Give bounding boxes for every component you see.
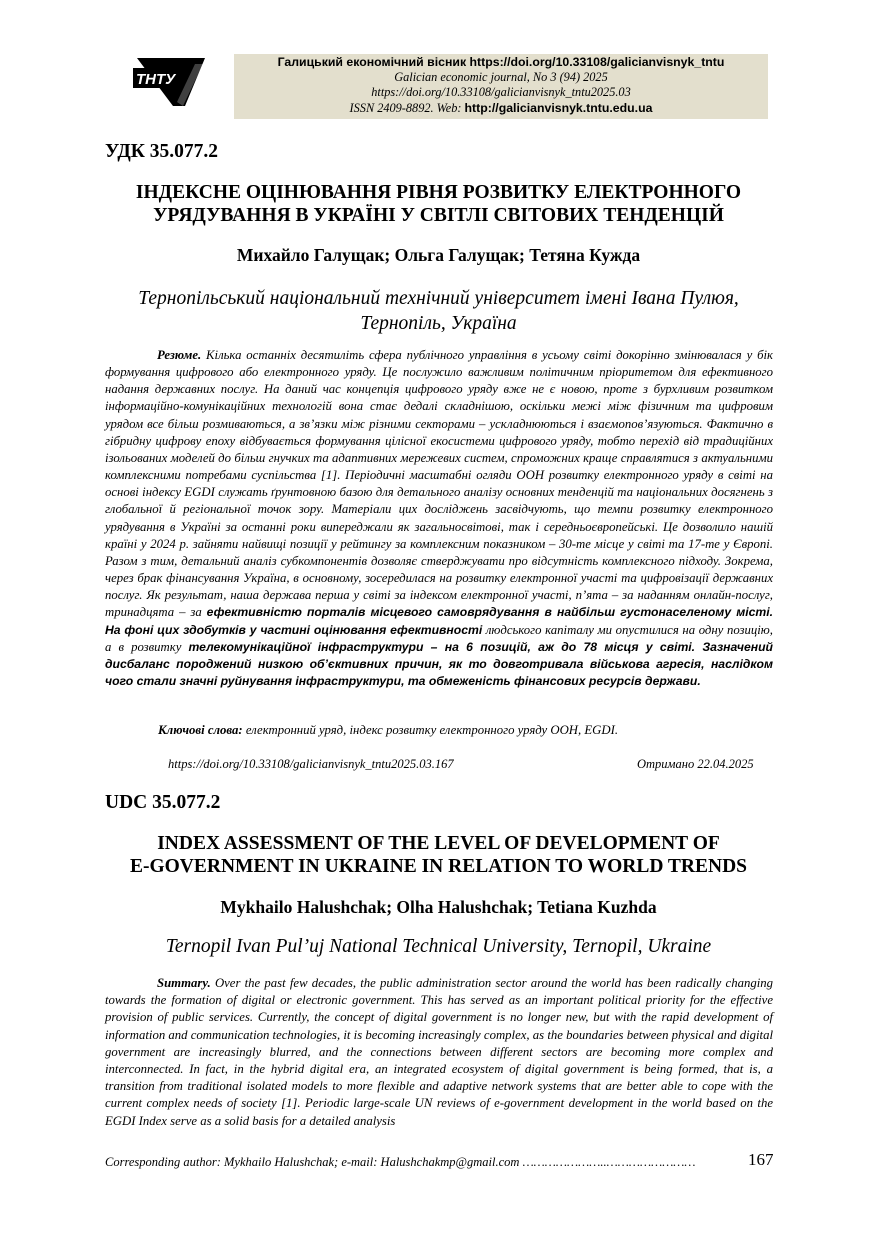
abstract-text-1: Кілька останніх десятиліть сфера публічного управління в усьому світі докорінно змінювалася у бік формування цифрового або електронного уряду. Це послужило важливим політичним пріоритетом для ефективного надання державних послуг. На даний час концепція цифрового уряду вже не є новою, проте з бурхливим розвитком інформаційно-комунікаційних технологій вона стає дедалі складнішою, оскільки межі між фізичним та цифровим урядом все більш розмиваються, а зв’язки між різними секторами – ускладнюються і взаємопов’язуються. Фактично в гібридну цифрову епоху відбувається формування цілісної екосистеми цифрового уряду, тобто перехід від традиційних ізольованих моделей до більш гнучких та адаптивних мережевих систем, спроможних краще справлятися з актуальними комплексними потребами суспільства [1]. Періодичні масштабні огляди ООН розвитку електронного уряду в світі на основі індексу EGDI служать ґрунтовною базою для детального аналізу основних тенденцій та національних досягнень з глобальної й регіональної точок зору. Матеріали цих досліджень засвідчують, що темпи розвитку електронного урядування в Україні за останні роки випереджали як загальносвітові, так і середньоєвропейські. Це дозволило нашій країні у 2024 р. зайняти найвищі позиції у рейтингу за комплексним показником – 30-те місце у світі та 17-те у Європі. Разом з тим, детальний аналіз субкомпонентів дозволяє стверджувати про відсутність комплексного підходу. Зокрема, через брак фінансування Україна, в основному, зосередилася на розвитку електронної участі та цифровізації державних послуг. Як результат, наша держава перша у світі за індексом електронної участі, п’ята – за наданням онлайн-послуг, тринадцята – за: [105, 348, 773, 620]
summary-label: Summary.: [157, 976, 211, 990]
title-en-line-1: INDEX ASSESSMENT OF THE LEVEL OF DEVELOPMENT OF: [157, 833, 720, 854]
paper-title-ua: [0, 181, 877, 227]
corresponding-author: Corresponding author: Mykhailo Halushchak; e-mail: Halushchakmp@gmail.com …………………..……………………: [105, 1155, 696, 1169]
abstract-emphasis-2: телекомунікаційної інфраструктури – на 6 позицій, аж до 78 місця у світі. Зазначений дисбаланс породжений низкою об’єктивних причин, як то довготривала військова агресія, наслідком чого стали значні руйнування інфраструктури, та обмеженість фінансових ресурсів держави.: [105, 639, 773, 688]
abstract-label: Резюме.: [157, 348, 202, 362]
logo-text: ТНТУ: [136, 71, 176, 88]
summary-en: [105, 975, 773, 1130]
abstract-text-2: людського капіталу ми опустилися на одну позицію, а в розвитку: [105, 622, 773, 654]
journal-header: [234, 54, 768, 119]
authors-ua: Михайло Галущак; Ольга Галущак; Тетяна Кужда: [236, 245, 641, 265]
page-number: 167: [748, 1150, 774, 1169]
keywords-label: Ключові слова:: [158, 723, 243, 737]
authors-en: Mykhailo Halushchak; Olha Halushchak; Tetiana Kuzhda: [220, 897, 657, 917]
article-doi-link[interactable]: https://doi.org/10.33108/galicianvisnyk_tntu2025.03.167: [168, 757, 454, 771]
abstract-emphasis-1: ефективністю порталів місцевого самоврядування в найбільш густонаселеному місті. На фоні цих здобутків у частині оцінювання ефективності: [105, 605, 774, 637]
abstract-ua: [105, 347, 773, 690]
summary-text: Over the past few decades, the public administration sector around the world has been radically changing towards the formation of digital or electronic government. This has served as an important political priority for the effective provision of public services. Currently, the concept of digital government is no longer new, but with the rapid development of information and communication technologies, it is becoming increasingly complex, as the boundaries between physical and digital government are increasingly blurred, and the connections between different sectors are becoming more complex and interconnected. In fact, in the hybrid digital era, an integrated ecosystem of digital government is being formed, that is, a transition from traditional isolated models to more flexible and adaptive network systems that are better able to cope with the current complex needs of society [1]. Periodic large-scale UN reviews of e-government development in the world based on the EGDI Index serve as a solid basis for a detailed analysis: [105, 976, 773, 1128]
received-date: Отримано 22.04.2025: [637, 757, 754, 771]
affiliation-en: Ternopil Ivan Pul’uj National Technical University, Ternopil, Ukraine: [165, 936, 712, 957]
journal-url-link[interactable]: http://galicianvisnyk.tntu.edu.ua: [464, 100, 653, 115]
paper-title-en: [0, 832, 877, 878]
affiliation-ua-line-2: Тернопіль, Україна: [360, 313, 517, 334]
title-ua-line-2: УРЯДУВАННЯ В УКРАЇНІ У СВІТЛІ СВІТОВИХ ТЕНДЕНЦІЙ: [153, 205, 724, 226]
keywords-text: електронний уряд, індекс розвитку електронного уряду ООН, EGDI.: [242, 723, 619, 737]
udc-code: UDC 35.077.2: [105, 792, 221, 813]
title-en-line-2: E-GOVERNMENT IN UKRAINE IN RELATION TO WORLD TRENDS: [129, 856, 748, 877]
header-line-1: Галицький економічний вісник https://doi.org/10.33108/galicianvisnyk_tntu: [277, 55, 725, 69]
keywords-ua: [158, 723, 618, 738]
title-ua-line-1: ІНДЕКСНЕ ОЦІНЮВАННЯ РІВНЯ РОЗВИТКУ ЕЛЕКТРОННОГО: [135, 182, 742, 203]
udk-code: УДК 35.077.2: [105, 141, 219, 162]
tntu-logo-icon: [133, 50, 209, 112]
header-line-2: Galician economic journal, No 3 (94) 2025: [394, 70, 608, 85]
header-line-4: [234, 101, 768, 116]
affiliation-ua: [0, 286, 877, 336]
issn-text: ISSN 2409-8892. Web:: [349, 100, 465, 115]
header-line-3: https://doi.org/10.33108/galicianvisnyk_tntu2025.03: [371, 85, 631, 100]
affiliation-ua-line-1: Тернопільський національний технічний університет імені Івана Пулюя,: [138, 288, 739, 309]
